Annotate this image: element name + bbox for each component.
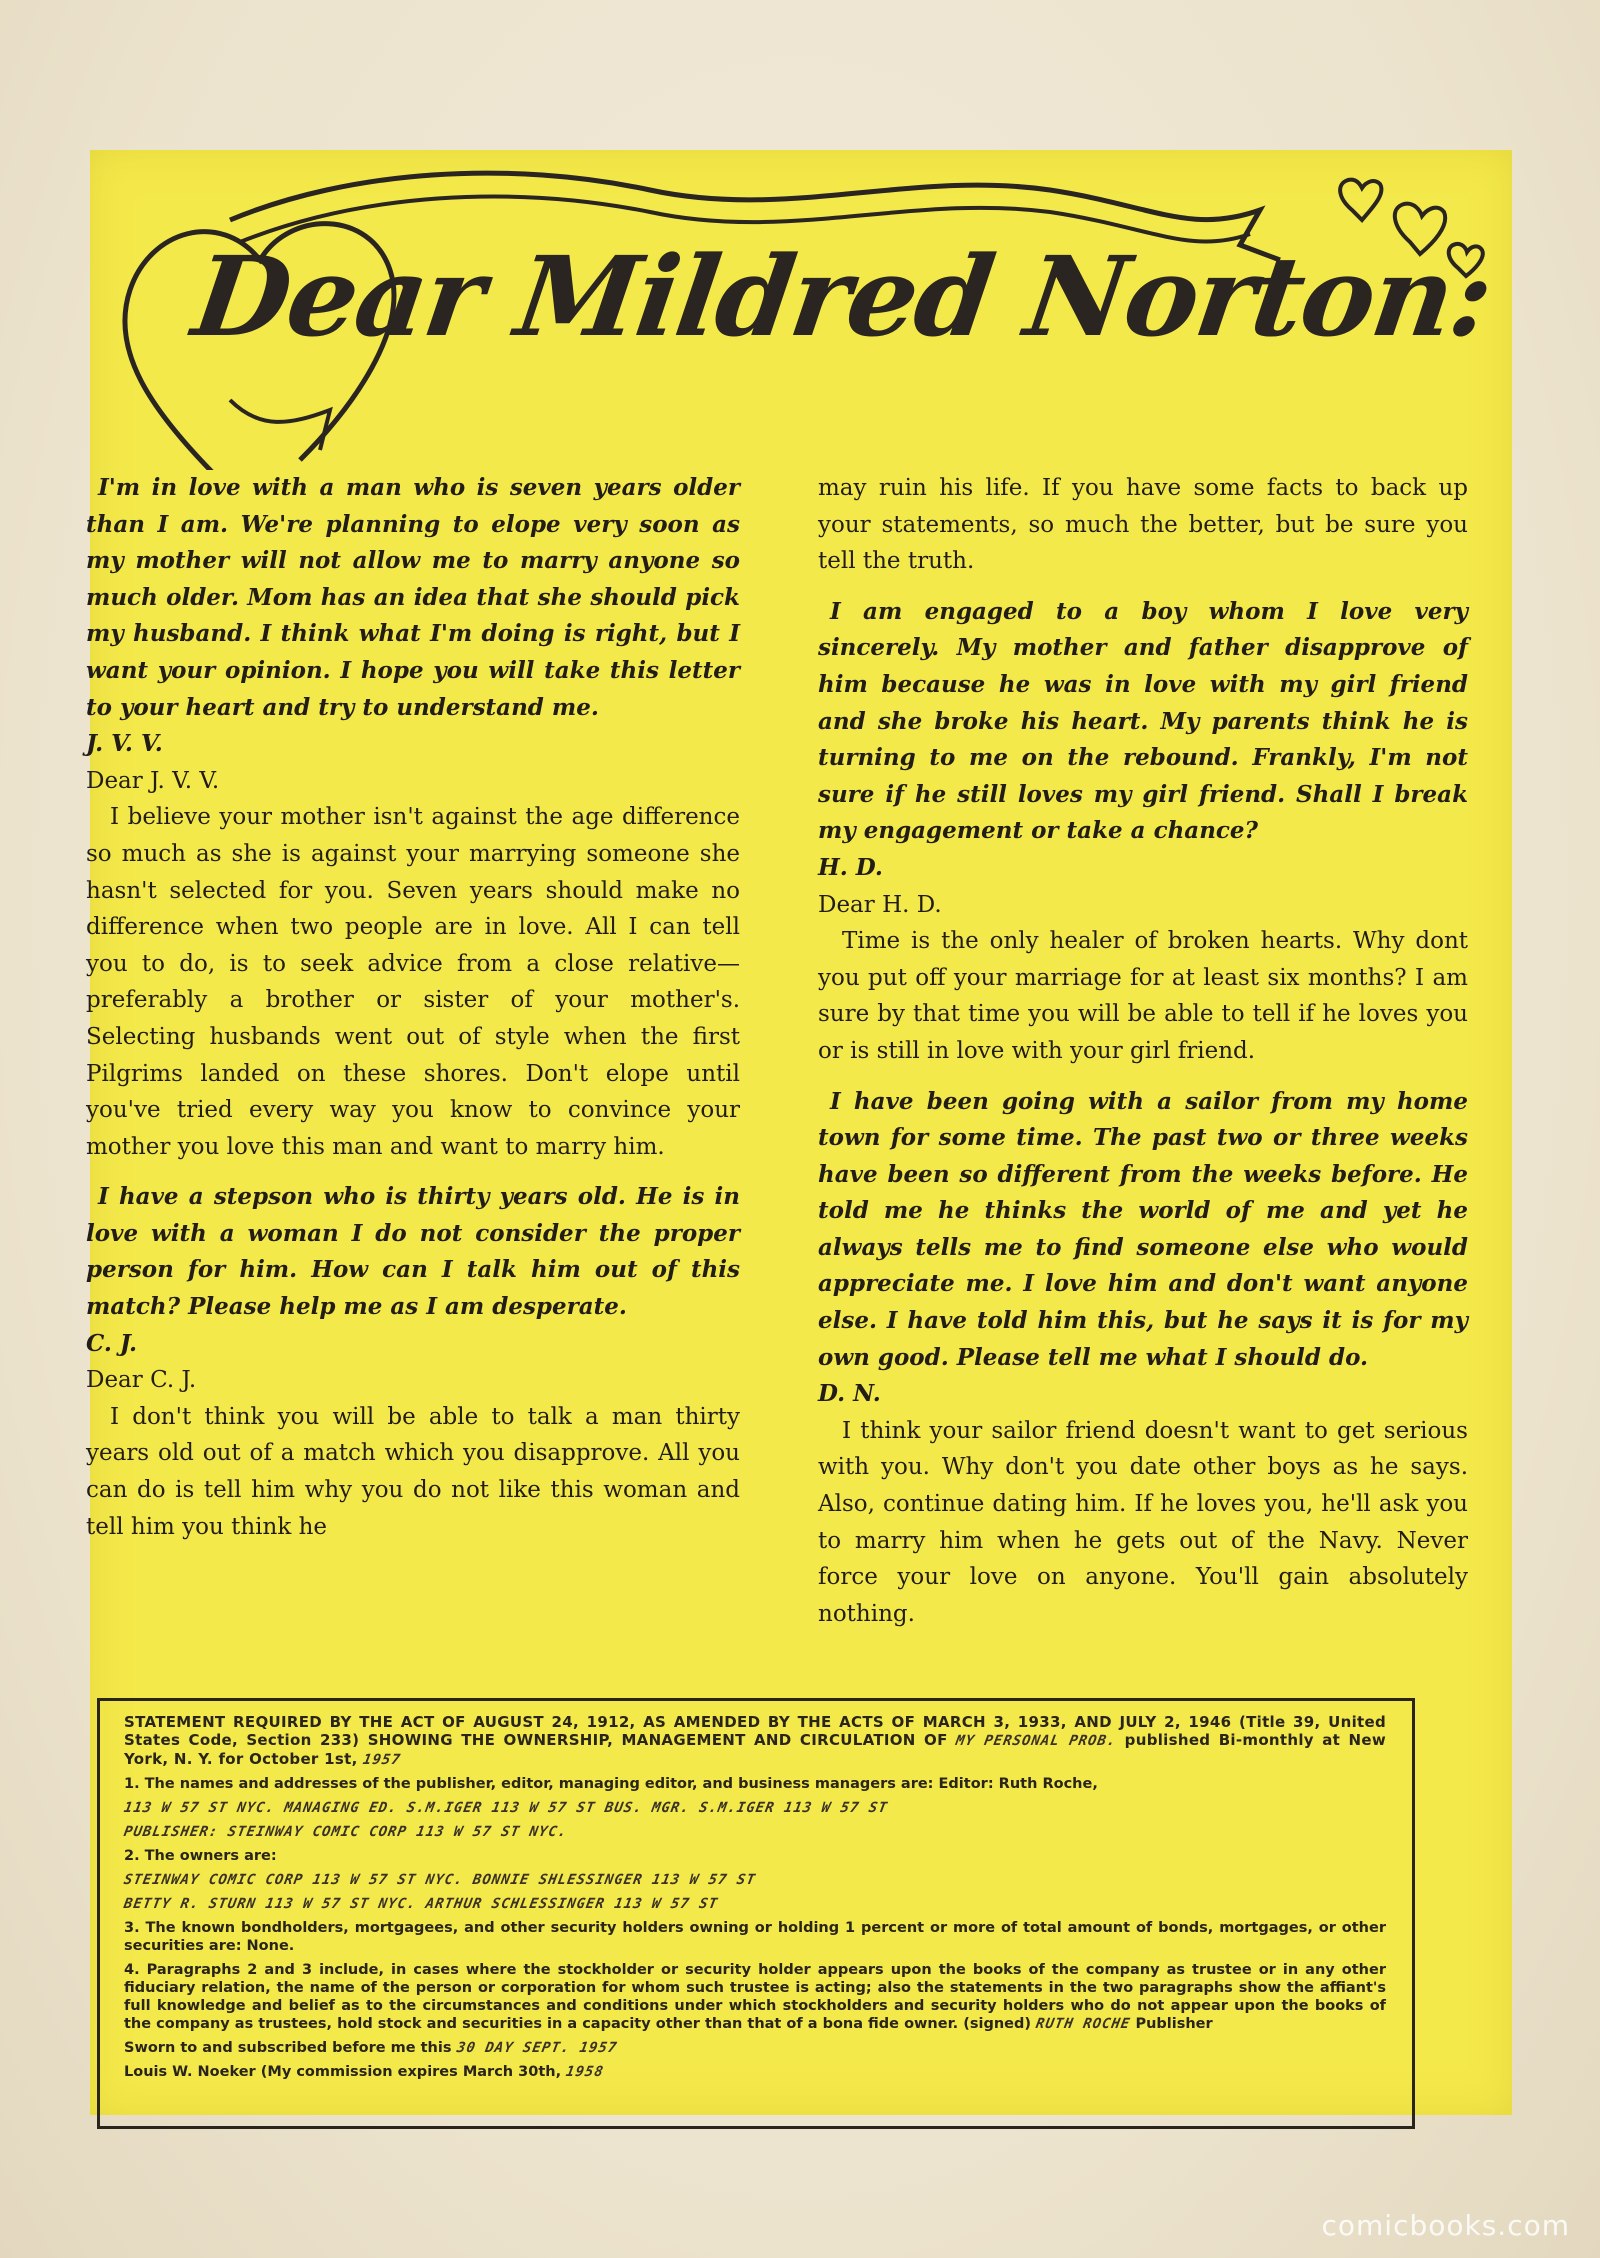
reader-letter: I am engaged to a boy whom I love very sincerely. My mother and father disapprove of him because he was in love with my girl friend and she broke his heart. My parents think he is turning to me on the rebound. Frankly, I'm not sure if he still loves my girl friend. Shall I break my engagement or take a chance? (818, 597, 1468, 845)
handwritten-line: 113 W 57 ST NYC. MANAGING ED. S.M.IGER 113 W 57 ST BUS. MGR. S.M.IGER 113 W 57 ST (122, 1800, 890, 1816)
reply-salutation: Dear C. J. (86, 1367, 197, 1394)
reply-paragraph: may ruin his life. If you have some facts to back up your statements, so much the better, but be sure you tell the truth. (818, 475, 1468, 575)
letter-signature: C. J. (86, 1329, 138, 1357)
handwritten-signature: RUTH ROCHE (1034, 2016, 1132, 2032)
sworn-line (124, 2039, 1386, 2057)
letter-signature: D. N. (818, 1380, 881, 1408)
handwritten-notary-year: 1958 (564, 2064, 606, 2080)
handwritten-line: BETTY R. STURN 113 W 57 ST NYC. ARTHUR SCHLESSINGER 113 W 57 ST (122, 1896, 720, 1912)
statement-p2: 2. The owners are: (124, 1848, 277, 1864)
handwritten-line: PUBLISHER: STEINWAY COMIC CORP 113 W 57 ST NYC. (122, 1824, 569, 1840)
right-column (818, 470, 1468, 1632)
handwritten-line: STEINWAY COMIC CORP 113 W 57 ST NYC. BONNIE SHLESSINGER 113 W 57 ST (122, 1872, 758, 1888)
reader-letter: I have a stepson who is thirty years old. He is in love with a woman I do not consider the proper person for him. How can I talk him out of this match? Please help me as I am desperate. (86, 1183, 740, 1321)
reader-letter: I'm in love with a man who is seven years older than I am. We're planning to elope very soon as my mother will not allow me to marry anyone so much older. Mom has an idea that she should pick my husband. I think what I'm doing is right, but I want your opinion. I hope you will take this letter to your heart and try to understand me. (86, 474, 740, 721)
statement-p4-text: 4. Paragraphs 2 and 3 include, in cases where the stockholder or security holder appears upon the books of the company as trustee or in any other fiduciary relation, the name of the person or corporation for whom such trustee is acting; also the statements in the two paragraphs show the affiant's full knowledge and belief as to the circumstances and conditions under which stockholders and security holders who do not appear upon the books of the company as trustees, hold stock and securities in a capacity other than that of a bona fide owner. (124, 1962, 1386, 2032)
signed-label: (signed) (963, 2016, 1032, 2032)
reply-paragraph: I don't think you will be able to talk a man thirty years old out of a match which you disapprove. All you can do is tell him why you do not like this woman and tell him you think he (86, 1403, 740, 1540)
letter-signature: H. D. (818, 853, 883, 881)
ownership-statement (97, 1698, 1415, 2129)
statement-head-text: STATEMENT REQUIRED BY THE ACT OF AUGUST 24, 1912, AS AMENDED BY THE ACTS OF MARCH 3, 1933, AND JULY 2, 1946 (Title 39, United States Code, Section 233) SHOWING THE OWNERSHIP, MANAGEMENT AND CIRCULATION OF (124, 1713, 1386, 1749)
reply-paragraph: I believe your mother isn't against the age difference so much as she is against your marrying someone she hasn't selected for you. Seven years should make no difference when two people are in love. All I can tell you to do, is to seek advice from a close relative—preferably a brother or sister of your mother's. Selecting husbands went out of style when the first Pilgrims landed on these shores. Don't elope until you've tried every way you know to convince your mother you love this man and want to marry him. (86, 804, 740, 1160)
small-heart-icon (1340, 180, 1381, 220)
reader-letter: I have been going with a sailor from my home town for some time. The past two or three weeks have been so different from the weeks before. He told me he thinks the world of me and yet he always tells me to find someone else who would appreciate me. I love him and don't want anyone else. I have told him this, but he says it is for my own good. Please tell me what I should do. (818, 1087, 1468, 1371)
sworn-text: Sworn to and subscribed before me this (124, 2040, 452, 2056)
signed-tail: Publisher (1135, 2016, 1213, 2032)
statement-p1: 1. The names and addresses of the publisher, editor, managing editor, and business managers are: Editor: Ruth Roche, (124, 1776, 1098, 1792)
handwritten-title: MY PERSONAL PROB. (954, 1733, 1118, 1749)
statement-head-tail: published Bi-monthly at New York, N. Y. for October 1st, (124, 1731, 1386, 1768)
reply-paragraph: Time is the only healer of broken hearts. Why dont you put off your marriage for at least six months? I am sure by that time you will be able to tell if he loves you or is still in love with your girl friend. (818, 928, 1468, 1064)
letter-signature: J. V. V. (86, 730, 163, 758)
statement-p3: 3. The known bondholders, mortgagees, and other security holders owning or holding 1 percent or more of total amount of bonds, mortgages, or other securities are: None. (124, 1920, 1386, 1954)
reply-salutation: Dear H. D. (818, 891, 942, 918)
reply-salutation: Dear J. V. V. (86, 767, 220, 794)
watermark: comicbooks.com (1321, 2209, 1570, 2242)
left-column (86, 470, 740, 1545)
notary-text: Louis W. Noeker (My commission expires March 30th, (124, 2064, 562, 2080)
statement-p4 (124, 1961, 1386, 2033)
notary-line (124, 2063, 1386, 2081)
page-title: Dear Mildred Norton: (185, 232, 1500, 361)
statement-heading (124, 1713, 1386, 1769)
handwritten-date: 30 DAY SEPT. 1957 (455, 2040, 619, 2056)
handwritten-year: 1957 (361, 1752, 403, 1768)
reply-paragraph: I think your sailor friend doesn't want to get serious with you. Why don't you date other boys as he says. Also, continue dating him. If he loves you, he'll ask you to marry him when he gets out of the Navy. Never force your love on anyone. You'll gain absolutely nothing. (818, 1417, 1468, 1627)
